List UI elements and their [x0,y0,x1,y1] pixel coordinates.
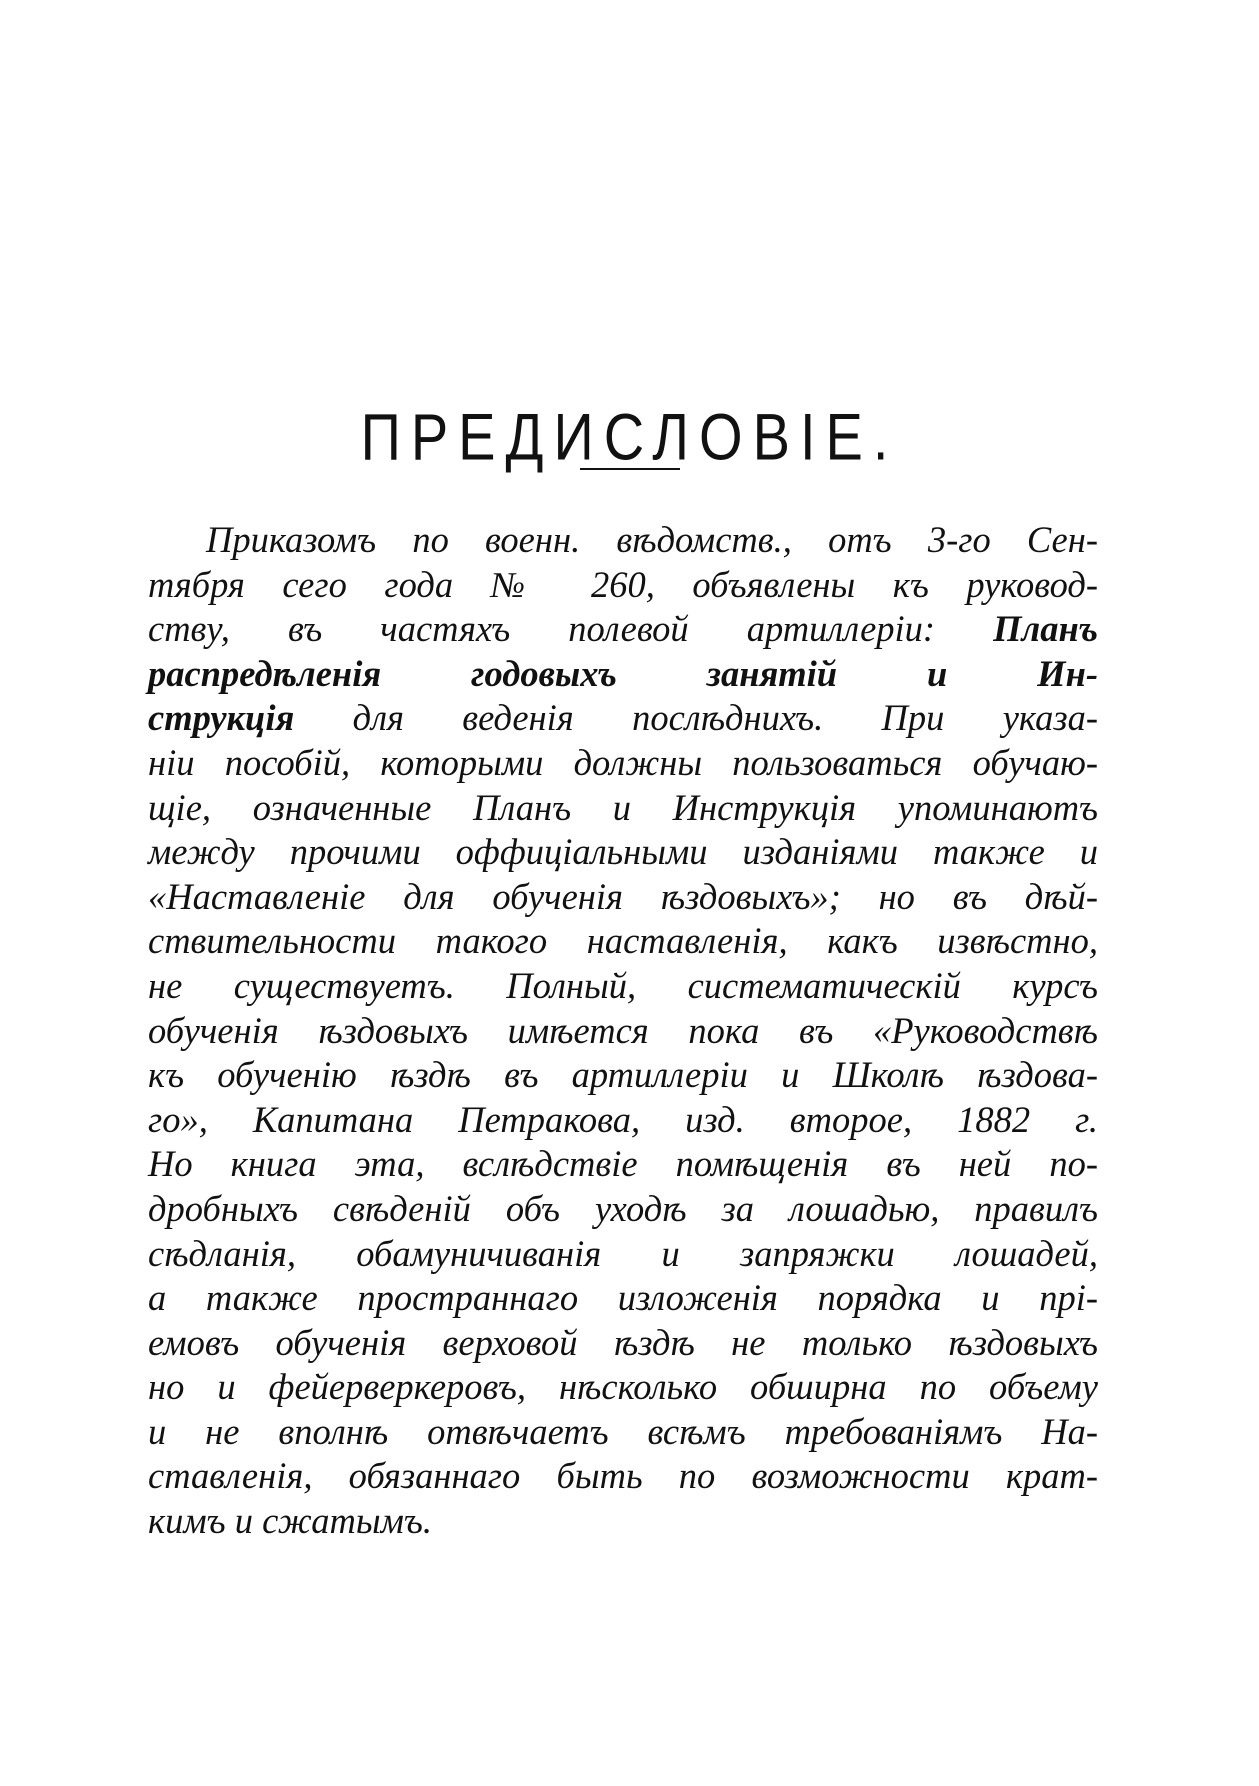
text-line: струкція для веденія послѣднихъ. При указа- [148,697,1098,739]
page-title: ПРЕДИСЛОВІЕ. [360,398,899,474]
preface-paragraph [148,518,1098,1544]
text-line: дробныхъ свѣденій объ уходѣ за лошадью, правилъ [148,1187,1098,1229]
text-line: но и фейерверкеровъ, нѣсколько обширна по объему [148,1366,1098,1408]
text-line: сѣдланія, обамуничиванія и запряжки лошадей, [148,1232,1098,1274]
text-line: ству, въ частяхъ полевой артиллеріи: Планъ [148,608,1098,650]
text-line: между прочими оффиціальными изданіями также и [148,831,1098,873]
text-line: Но книга эта, вслѣдствіе помѣщенія въ ней по- [148,1143,1098,1185]
text-line: и не вполнѣ отвѣчаетъ всѣмъ требованіямъ На- [148,1410,1098,1452]
text-line: ставленія, обязаннаго быть по возможности крат- [148,1455,1098,1497]
text-line: щіе, означенные Планъ и Инструкція упоминаютъ [148,786,1098,828]
text-line: распредѣленія годовыхъ занятій и Ин- [148,652,1098,694]
text-line: къ обученію ѣздѣ въ артиллеріи и Школѣ ѣздова- [148,1054,1098,1096]
text-line: «Наставленіе для обученія ѣздовыхъ»; но въ дѣй- [148,875,1098,917]
text-line: обученія ѣздовыхъ имѣется пока въ «Руководствѣ [148,1009,1098,1051]
text-line: не существуетъ. Полный, систематическій курсъ [148,964,1098,1006]
text-line: емовъ обученія верховой ѣздѣ не только ѣздовыхъ [148,1321,1098,1363]
text-line: ніи пособій, которыми должны пользоваться обучаю- [148,741,1098,783]
text-line: Приказомъ по военн. вѣдомств., отъ 3-го Сен- [206,519,1098,560]
text-line: а также пространнаго изложенія порядка и прі- [148,1277,1098,1319]
text-line: кимъ и сжатымъ. [148,1500,432,1542]
text-line: го», Капитана Петракова, изд. второе, 1882 г. [148,1098,1098,1140]
text-line: ствительности такого наставленія, какъ извѣстно, [148,920,1098,962]
text-line: тября сего года № 260, объявлены къ руковод- [148,563,1098,605]
title-divider [580,468,680,470]
